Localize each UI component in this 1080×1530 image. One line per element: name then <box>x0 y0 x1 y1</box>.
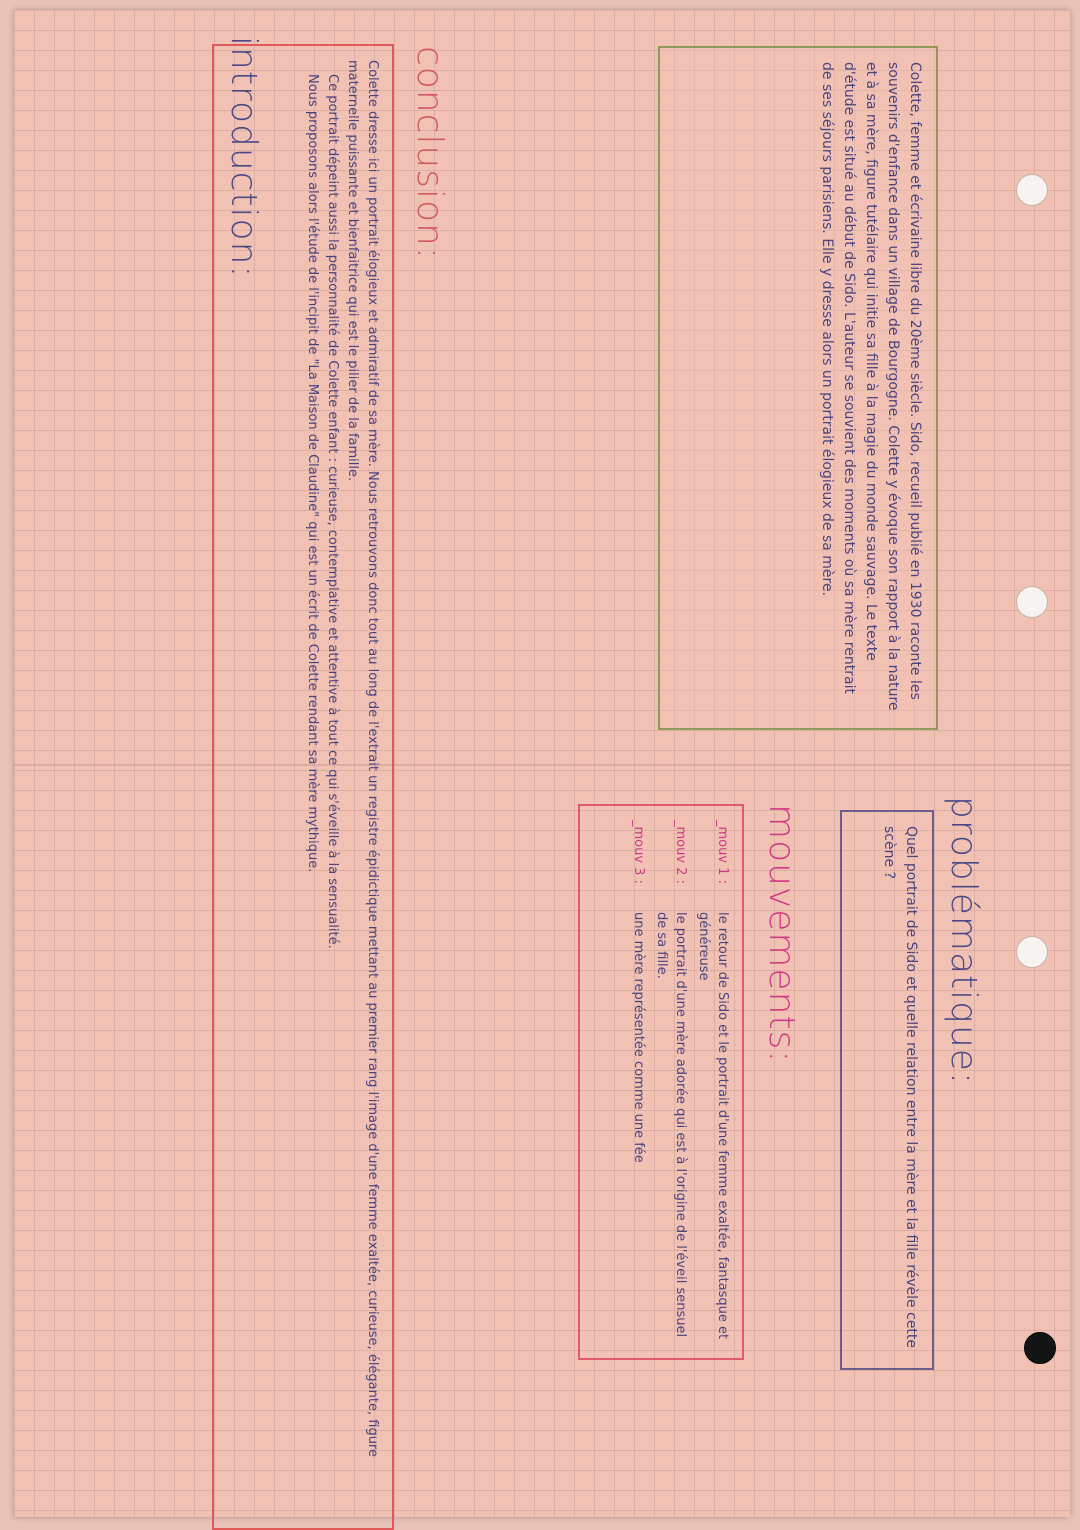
mouvement-item <box>629 820 648 1344</box>
conclusion-box <box>212 44 394 1530</box>
mouvement-label: _mouv 2 : <box>673 820 688 884</box>
notebook-sheet <box>14 10 1070 1517</box>
introduction-heading: introduction: <box>223 36 264 279</box>
introduction-box <box>658 46 938 730</box>
problematique-heading: problématique: <box>943 796 984 1086</box>
mouvement-item <box>652 820 690 1344</box>
mouvement-item <box>694 820 732 1344</box>
problematique-text: Quel portrait de Sido et quelle relation entre la mère et la fille révèle cette scène ? <box>881 826 919 1349</box>
mouvement-text: le portrait d'une mère adorée qui est à l'origine de l'éveil sensuel de sa fille. <box>654 912 688 1338</box>
mouvement-text: le retour de Sido et le portrait d'une femme exaltée, fantasque et généreuse <box>696 912 730 1340</box>
page-content <box>14 10 1070 1517</box>
mouvement-label: _mouv 1 : <box>715 820 730 884</box>
conclusion-paragraph: Ce portrait dépeint aussi la personnalité de Colette enfant : curieuse, contemplative et attentive à tout ce qui s'éveille à la sensualité. <box>325 74 340 949</box>
conclusion-paragraph: Colette dresse ici un portrait élogieux et admiratif de sa mère. Nous retrouvons donc tout au long de l'extrait un registre épidictique mettant au premier rang l'image d'une femme exaltée, curieuse, élégante, figure maternelle puissante et bienfaitrice qui est le pilier de la famille. <box>345 60 380 1457</box>
problematique-box <box>840 810 934 1370</box>
conclusion-heading: conclusion: <box>409 46 450 260</box>
mouvement-text: une mère représentée comme une fée <box>631 912 646 1163</box>
mouvement-label: _mouv 3 : <box>631 820 646 884</box>
mouvements-heading: mouvements: <box>761 804 802 1064</box>
mouvements-box <box>578 804 744 1360</box>
introduction-text: Colette, femme et écrivaine libre du 20ème siècle. Sido, recueil publié en 1930 raconte les souvenirs d'enfance dans un village de Bourgogne. Colette y évoque son rapport à la nature et à sa mère, figure tutélaire qui initie sa fille à la magie du monde sauvage. Le texte d'étude est situé au début de Sido. L'auteur se souvient des moments où sa mère rentrait de ses séjours parisiens. Elle y dresse alors un portrait élogieux de sa mère. <box>819 62 923 711</box>
conclusion-paragraph: Nous proposons alors l'étude de l'incipit de "La Maison de Claudine" qui est un écrit de Colette rendant sa mère mythique. <box>305 74 320 873</box>
